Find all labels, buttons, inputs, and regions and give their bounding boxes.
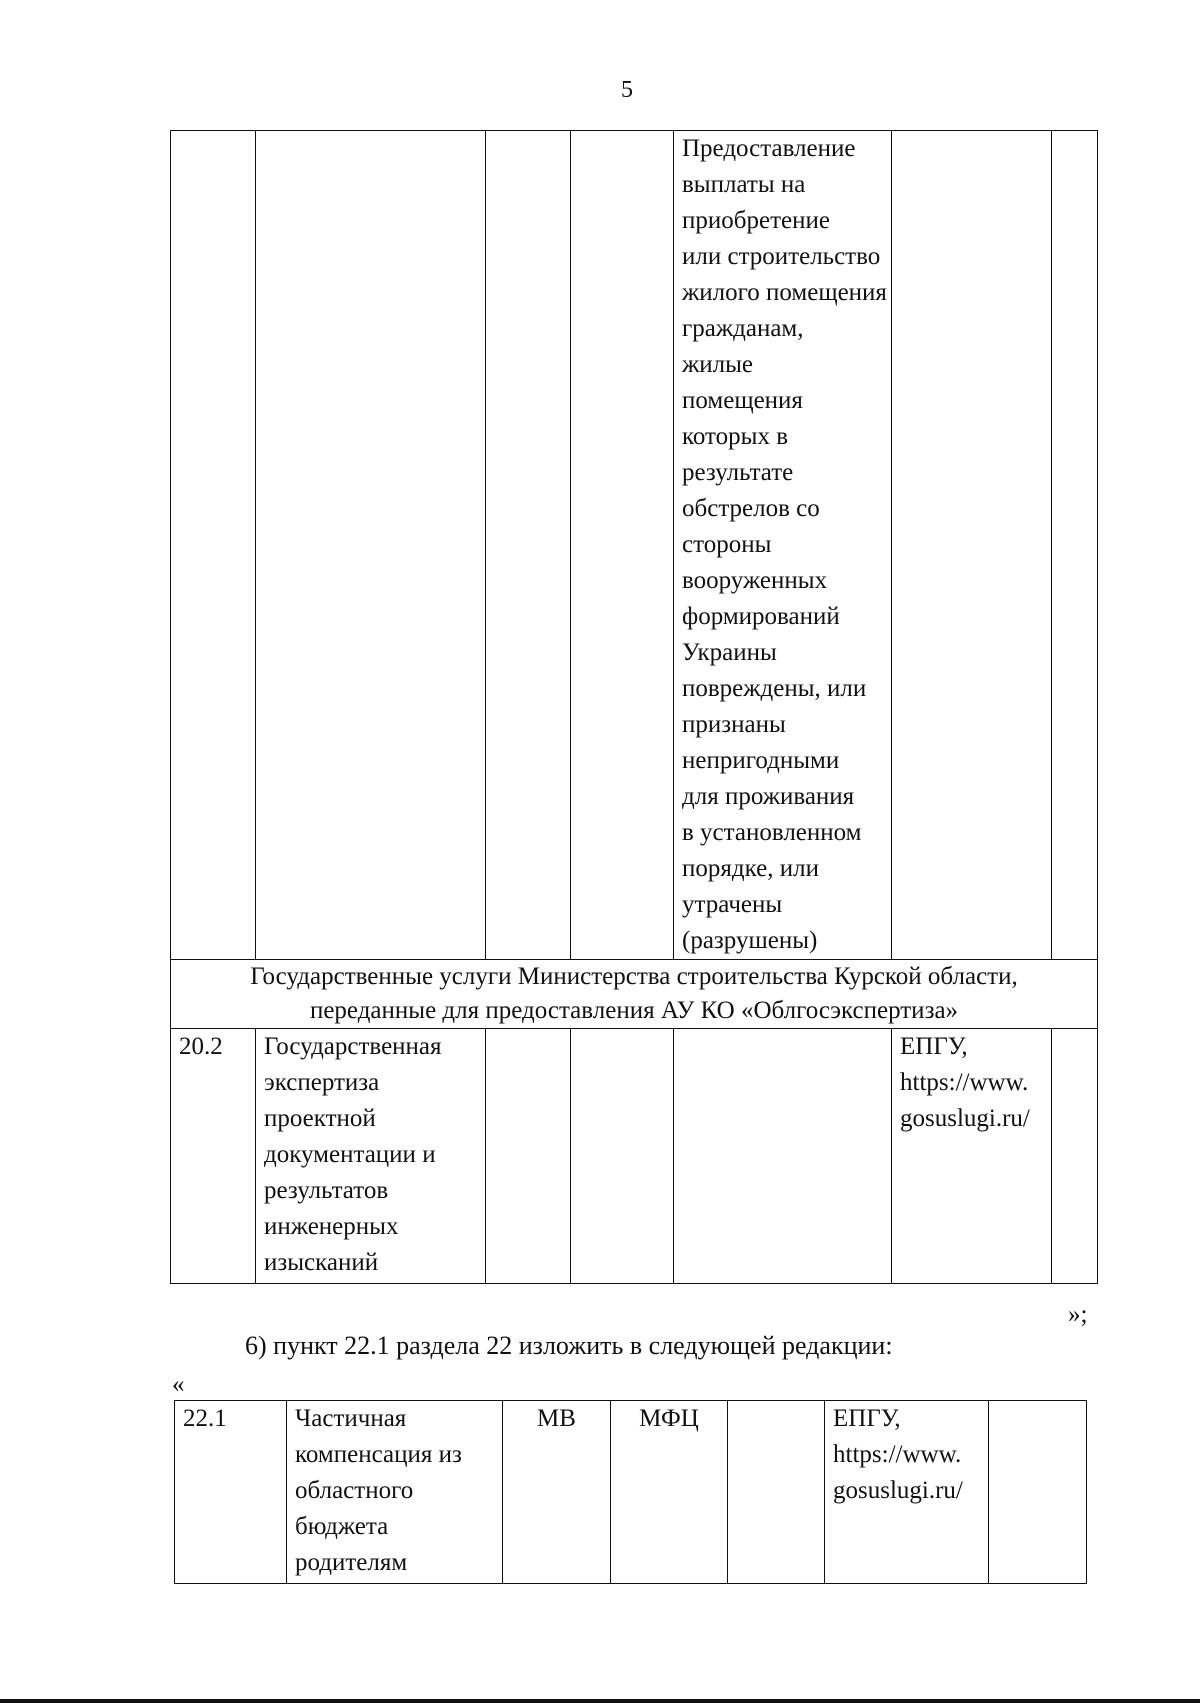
text-line: результате (682, 459, 794, 486)
text-line: вооруженных (682, 567, 828, 594)
page-number: 5 (621, 77, 633, 103)
table-cell (1052, 131, 1098, 960)
text-line: непригодными (682, 747, 840, 774)
text-line: бюджета (295, 1513, 389, 1540)
text-line: Государственная (264, 1033, 442, 1060)
table-cell (892, 131, 1052, 960)
text-line: gosuslugi.ru/ (900, 1105, 1030, 1132)
text-line: ЕПГУ, (900, 1033, 968, 1060)
text-line: ЕПГУ, (833, 1405, 901, 1432)
closing-quote: »; (1068, 1301, 1088, 1328)
text-line: результатов (264, 1177, 389, 1204)
text-line: стороны (682, 531, 772, 558)
text-line: инженерных (264, 1213, 399, 1240)
text-line: https://www. (833, 1441, 962, 1468)
text-line: компенсация из (295, 1441, 462, 1468)
table-cell (486, 131, 571, 960)
service-description-cell (674, 131, 892, 960)
text-line: для проживания (682, 783, 855, 810)
table-cell (674, 1029, 892, 1284)
text-line: выплаты на (682, 171, 806, 198)
text-line: Частичная (295, 1405, 407, 1432)
portal-cell (825, 1401, 989, 1584)
table-cell (256, 131, 486, 960)
table-cell (1052, 1029, 1098, 1284)
text-line: жилые (682, 351, 754, 378)
table-cell (571, 1029, 674, 1284)
text-line: https://www. (900, 1069, 1029, 1096)
text-line: (разрушены) (682, 927, 818, 954)
table-cell (989, 1401, 1087, 1584)
portal-cell (892, 1029, 1052, 1284)
table-cell (571, 131, 674, 960)
text-line: Предоставление (682, 135, 856, 162)
text-line: Украины (682, 639, 777, 666)
service-name-cell (287, 1401, 503, 1584)
text-line: приобретение (682, 207, 830, 234)
text-line: экспертиза (264, 1069, 380, 1096)
level-cell: МВ (503, 1401, 611, 1584)
section-heading-row (171, 960, 1098, 1029)
scan-edge (0, 1699, 1200, 1703)
text-line: признаны (682, 711, 786, 738)
text-line: формирований (682, 603, 840, 630)
table-row (175, 1401, 1087, 1584)
text-line: в установленном (682, 819, 862, 846)
table-cell (171, 131, 256, 960)
text-line: или строительство (682, 243, 881, 270)
text-line: повреждены, или (682, 675, 867, 702)
amended-row-table (174, 1400, 1087, 1584)
text-line: гражданам, (682, 315, 804, 342)
table-row (171, 1029, 1098, 1284)
text-line: изысканий (264, 1249, 379, 1276)
mfc-cell: МФЦ (611, 1401, 728, 1584)
text-line: родителям (295, 1549, 408, 1576)
text-line: порядке, или (682, 855, 819, 882)
table-row (171, 131, 1098, 960)
row-number: 22.1 (175, 1401, 287, 1584)
service-name-cell (256, 1029, 486, 1284)
text-line: обстрелов со (682, 495, 820, 522)
table-cell (728, 1401, 825, 1584)
section-heading: Государственные услуги Министерства строительства Курской области, переданные для предоставления АУ КО «Облгосэкспертиза» (171, 960, 1098, 1029)
text-line: которых в (682, 423, 788, 450)
text-line: областного (295, 1477, 414, 1504)
text-line: утрачены (682, 891, 783, 918)
table-cell (486, 1029, 571, 1284)
row-number: 20.2 (171, 1029, 256, 1284)
services-table-continuation (170, 130, 1098, 1284)
text-line: жилого помещения (682, 279, 887, 306)
text-line: проектной (264, 1105, 376, 1132)
opening-quote: « (172, 1371, 185, 1398)
text-line: документации и (264, 1141, 436, 1168)
amendment-text: 6) пункт 22.1 раздела 22 изложить в следующей редакции: (245, 1331, 893, 1360)
text-line: помещения (682, 387, 803, 414)
text-line: gosuslugi.ru/ (833, 1477, 963, 1504)
